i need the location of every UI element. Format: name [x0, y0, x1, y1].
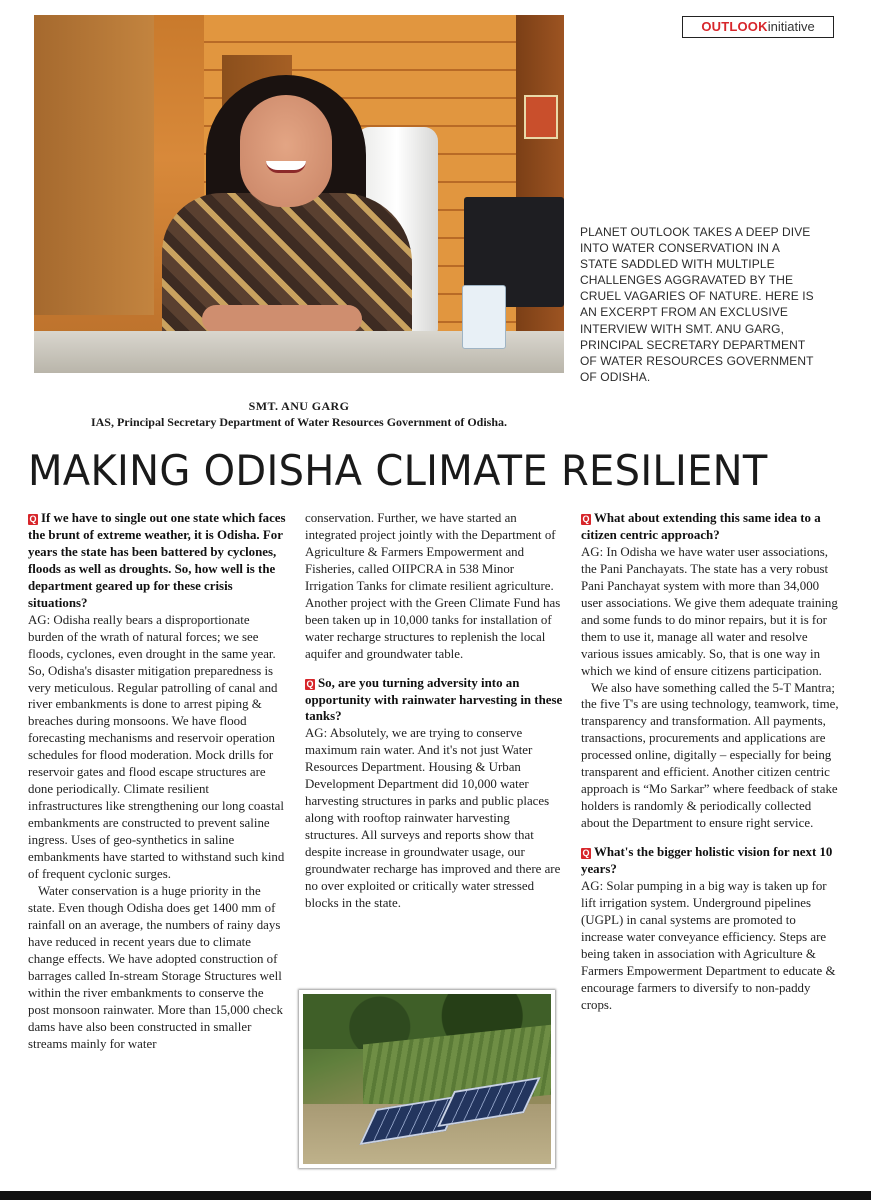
- question-marker-icon: Q: [29, 514, 37, 524]
- question-2-text: So, are you turning adversity into an opportunity with rainwater harvesting in these tanks?: [305, 675, 563, 724]
- answer-3: AG: In Odisha we have water user associations, the Pani Panchayats. The state has a very robust Pani Panchayat system with more than 34,000 user associations. We give them adequate training and some funds to do minor repairs, but it is for them to use it, manage all water and resolve various issues amicably. So, that is one way in which we kind of ensure citizens participation.: [581, 544, 838, 678]
- answer-3-para-2: We also have something called the 5-T Mantra; the five T's are using technology, teamwork, time, transparency and transformation. All payments, transactions, procurements and applications are processed online, digitally – especially for being transparent and efficient. Another citizen centric approach is “Mo Sarkar” where feedback of stake holders is randomly & periodically collected about the Department to ensure right service.: [581, 680, 839, 831]
- solar-panels-photo: [299, 990, 555, 1168]
- paragraph-gap: [305, 663, 563, 675]
- question-4: [581, 844, 839, 878]
- photo-person-hands: [202, 305, 362, 333]
- answer-2: AG: Absolutely, we are trying to conserve maximum rain water. And it's not just Water Resources Department. Housing & Urban Development Department did 10,000 water harvesting structures in parks and public places along with rooftop rainwater harvesting structures. All surveys and reports show that despite increase in groundwater usage, our groundwater recharge has improved and there are no over exploited or critically water stressed blocks in the state.: [305, 726, 561, 910]
- brand-suffix: initiative: [767, 19, 815, 34]
- photo-person-smile: [266, 161, 306, 173]
- brand-name: OUTLOOK: [701, 19, 768, 34]
- question-2: [305, 675, 563, 726]
- question-marker-icon: Q: [306, 678, 314, 689]
- photo-book: [524, 95, 558, 139]
- question-marker-icon: Q: [582, 848, 590, 859]
- question-3-text: What about extending this same idea to a citizen centric approach?: [581, 511, 821, 542]
- caption-name: SMT. ANU GARG: [248, 399, 350, 413]
- photo-pen-cup: [462, 285, 506, 349]
- answer-1: AG: Odisha really bears a disproportionate burden of the wrath of natural forces; we see floods, cyclones, even drought in the same year. So, Odisha's disaster mitigation preparedness is very meticulous. Regular patrolling of canal and river embankments is done to arrest piping & breaches during monsoons. We have flood forecasting mechanisms and reservoir operation schedules for flood moderation. Mock drills for reservoir gates and flood escape structures are done periodically. Climate resilient infrastructures like strengthening our long coastal embankments are constructed to prevent saline ingress. Uses of geo-synthetics in saline embankments have started to withstand such kind of frequent cyclonic surges.: [28, 612, 285, 882]
- intro-blurb: PLANET OUTLOOK TAKES A DEEP DIVE INTO WATER CONSERVATION IN A STATE SADDLED WITH MULTIPLE CHALLENGES AGGRAVATED BY THE CRUEL VAGARIES OF NATURE. HERE IS AN EXCERPT FROM AN EXCLUSIVE INTERVIEW WITH SMT. ANU GARG, PRINCIPAL SECRETARY DEPARTMENT OF WATER RESOURCES GOVERNMENT OF ODISHA.: [580, 225, 814, 384]
- question-1: [28, 510, 286, 612]
- page-bottom-rule: [0, 1191, 871, 1200]
- article-column-1: [28, 510, 286, 1053]
- photo-wall: [34, 15, 154, 315]
- answer-4: AG: Solar pumping in a big way is taken up for lift irrigation system. Underground pipelines (UGPL) in canal systems are promoted to increase water conveyance efficiency. Steps are being taken in association with Agriculture & Farmers Empowerment Department to educate & encourage farmers to diversify to non-paddy crops.: [581, 879, 836, 1012]
- photo-person-face: [240, 95, 332, 207]
- article-column-3: [581, 510, 839, 1014]
- caption-role: IAS, Principal Secretary Department of Water Resources Government of Odisha.: [90, 415, 508, 429]
- outlook-initiative-logo: [682, 16, 834, 38]
- question-4-text: What's the bigger holistic vision for next 10 years?: [581, 845, 833, 877]
- article-column-2: [305, 510, 563, 912]
- question-1-text: If we have to single out one state which faces the brunt of extreme weather, it is Odisha. For years the state has been battered by cyclones, floods as well as droughts. So, how well is the department geared up for these crisis situations?: [28, 511, 286, 610]
- question-3: [581, 510, 839, 544]
- photo-caption: [34, 399, 564, 431]
- portrait-photo: [34, 15, 564, 373]
- question-marker-icon: Q: [582, 514, 590, 524]
- answer-1-continued: conservation. Further, we have started an integrated project jointly with the Department of Agriculture & Farmers Empowerment and Fisheries, called OIIPCRA in 538 Minor Irrigation Tanks for climate resilient agriculture. Another project with the Green Climate Fund has been taken up in 10,000 tanks for installation of water recharge structures to replenish the local aquifer and groundwater table.: [305, 511, 561, 661]
- answer-1-para-2: Water conservation is a huge priority in the state. Even though Odisha does get 1400 mm of rainfall on an average, the numbers of rainy days have reduced in recent years due to climate change effects. We have adopted construction of barrages called In-stream Storage Structures well within the river embankments to conserve the post monsoon rainwater. More than 15,000 check dams have also been constructed in smaller streams mainly for water: [28, 883, 283, 1051]
- paragraph-gap: [581, 832, 839, 844]
- article-headline: MAKING ODISHA CLIMATE RESILIENT: [28, 447, 768, 496]
